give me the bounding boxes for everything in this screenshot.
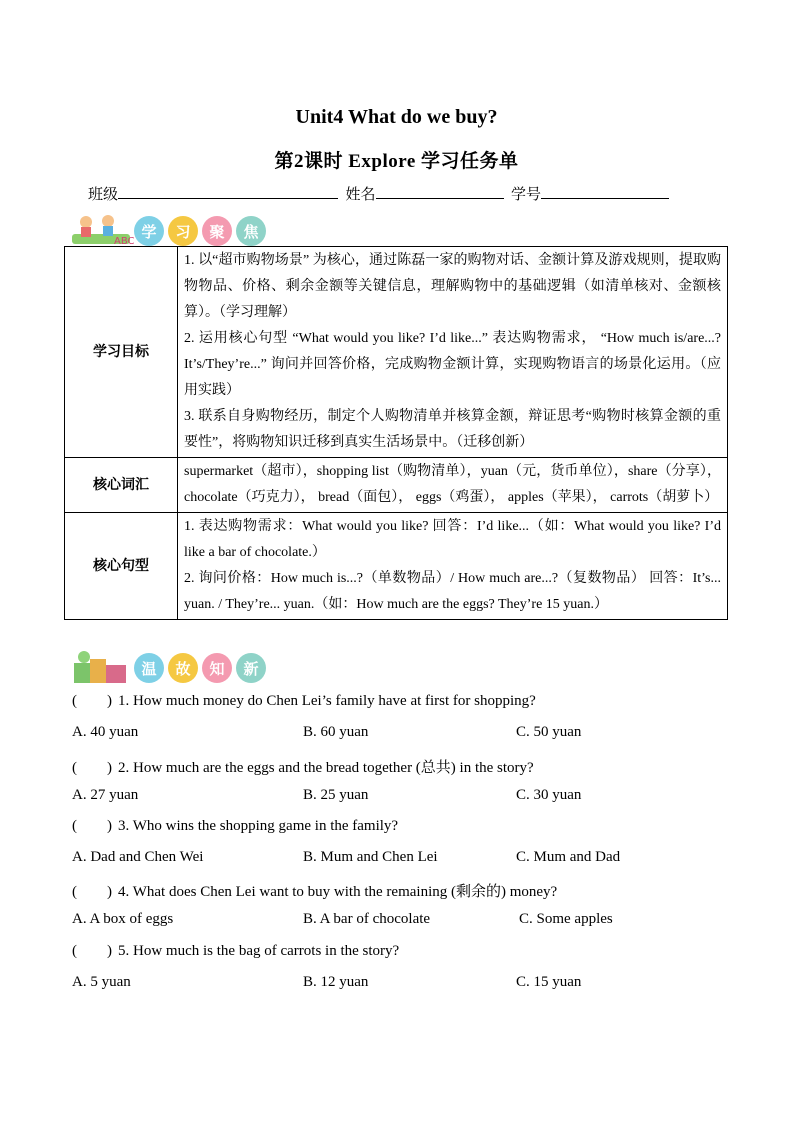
number-blank[interactable] [541,184,669,199]
table-row [65,458,728,513]
answer-blank[interactable]: ( ) [72,760,112,776]
answer-blank[interactable]: ( ) [72,884,112,900]
answer-blank[interactable]: ( ) [72,943,112,959]
review-badge-1: 故 [168,653,198,683]
focus-badge-0: 学 [134,216,164,246]
row-body-vocab [178,458,728,513]
vocab-item: supermarket（超市），shopping list（购物清单），yuan（元，货币单位），share（分享）， chocolate（巧克力）， bread（面包）， eggs（鸡蛋）， apples（苹果）， carrots（胡萝卜） [184,464,721,505]
question-5 [72,943,399,960]
page-title: Unit4 What do we buy? [295,106,498,128]
question-text: 3. Who wins the shopping game in the family? [118,818,399,834]
option-a[interactable]: A. 40 yuan [72,724,139,740]
question-text: 2. How much are the eggs and the bread together (总共) in the story? [118,760,534,776]
section-banner-study-focus [70,210,270,250]
row-head-goals: 学习目标 [65,247,178,458]
option-a[interactable]: A. 27 yuan [72,787,139,803]
question-1 [72,693,536,710]
review-badge-2: 知 [202,653,232,683]
option-b[interactable]: B. 60 yuan [303,724,369,740]
student-info-line [88,183,669,204]
kids-illustration-icon [70,212,135,248]
question-text: 4. What does Chen Lei want to buy with the remaining (剩余的) money? [118,884,558,900]
option-a[interactable]: A. Dad and Chen Wei [72,849,204,865]
sentence-item: 2. 询问价格：How much is...?（单数物品）/ How much are...?（复数物品） 回答：It’s... yuan. / They’re... yuan.（如：How much are the eggs? They’re 15 yuan.） [184,571,721,612]
answer-blank[interactable]: ( ) [72,693,112,709]
question-text: 5. How much is the bag of carrots in the story? [118,943,400,959]
option-c[interactable]: C. 50 yuan [516,724,582,740]
name-label: 姓名 [345,187,376,203]
row-head-vocab: 核心词汇 [65,458,178,513]
answer-blank[interactable]: ( ) [72,818,112,834]
svg-text:ABC: ABC [114,236,135,247]
question-text: 1. How much money do Chen Lei’s family have at first for shopping? [118,693,536,709]
goal-item: 1. 以“超市购物场景” 为核心，通过陈磊一家的购物对话、金额计算及游戏规则，提取购物物品、价格、剩余金额等关键信息，理解购物中的基础逻辑（如清单核对、金额核算）。（学习理解） [184,253,721,320]
option-b[interactable]: B. 12 yuan [303,974,369,990]
question-2 [72,756,534,777]
learning-goals-table [64,246,728,620]
option-a[interactable]: A. 5 yuan [72,974,131,990]
option-b[interactable]: B. Mum and Chen Lei [303,849,438,865]
option-c[interactable]: C. Some apples [519,911,613,927]
row-head-sentences: 核心句型 [65,513,178,620]
class-blank[interactable] [118,184,338,199]
table-row [65,247,728,458]
option-c[interactable]: C. 30 yuan [516,787,582,803]
books-illustration-icon [70,649,132,685]
number-label: 学号 [511,187,542,203]
focus-badge-2: 聚 [202,216,232,246]
option-c[interactable]: C. 15 yuan [516,974,582,990]
review-badge-3: 新 [236,653,266,683]
section-banner-review [70,647,270,687]
option-b[interactable]: B. A bar of chocolate [303,911,431,927]
sentence-item: 1. 表达购物需求：What would you like? 回答：I’d like...（如：What would you like? I’d like a bar of chocolate.） [184,519,721,560]
page-subtitle: 第2课时 Explore 学习任务单 [274,151,519,172]
question-4 [72,880,557,901]
name-blank[interactable] [376,184,504,199]
focus-badge-1: 习 [168,216,198,246]
goal-item: 2. 运用核心句型 “What would you like? I’d like...” 表达购物需求， “How much is/are...? It’s/They’re...” 询问并回答价格，完成购物金额计算，实现购物语言的场景化运用。（应用实践） [184,331,721,398]
goal-item: 3. 联系自身购物经历，制定个人购物清单并核算金额，辩证思考“购物时核算金额的重要性”，将购物知识迁移到真实生活场景中。（迁移创新） [184,409,721,450]
row-body-goals [178,247,728,458]
option-b[interactable]: B. 25 yuan [303,787,369,803]
class-label: 班级 [88,187,119,203]
option-a[interactable]: A. A box of eggs [72,911,174,927]
option-c[interactable]: C. Mum and Dad [516,849,621,865]
review-badge-0: 温 [134,653,164,683]
row-body-sentences [178,513,728,620]
focus-badge-3: 焦 [236,216,266,246]
table-row [65,513,728,620]
question-3 [72,818,398,835]
